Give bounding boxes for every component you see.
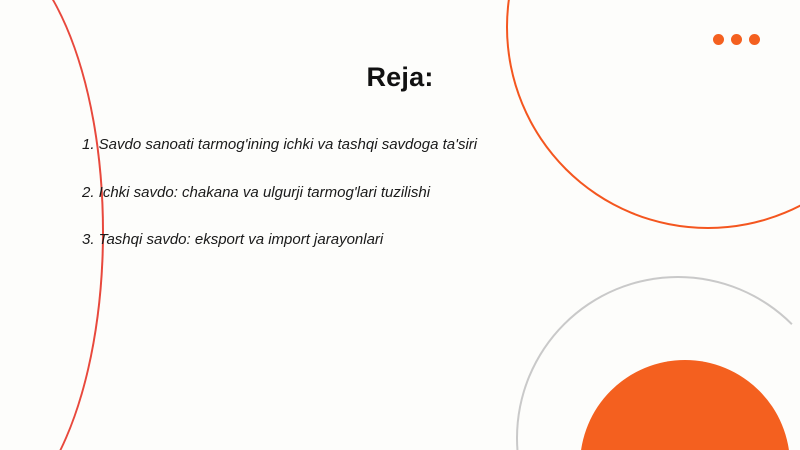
list-item: 2. Ichki savdo: chakana va ulgurji tarmog'lari tuzilishi bbox=[82, 183, 431, 201]
dot-icon bbox=[749, 34, 760, 45]
decorative-grey-arc-bottom-right bbox=[516, 276, 800, 450]
agenda-list bbox=[82, 135, 682, 278]
decorative-orange-circle bbox=[580, 360, 790, 450]
list-item: 1. Savdo sanoati tarmog'ining ichki va tashqi savdoga ta'siri bbox=[82, 136, 478, 153]
dot-icon bbox=[713, 34, 724, 45]
list-item: 3. Tashqi savdo: eksport va import jarayonlari bbox=[82, 231, 384, 248]
dot-icon bbox=[731, 34, 742, 45]
decorative-dots-group bbox=[713, 34, 760, 45]
slide-title: Reja: bbox=[366, 62, 434, 92]
